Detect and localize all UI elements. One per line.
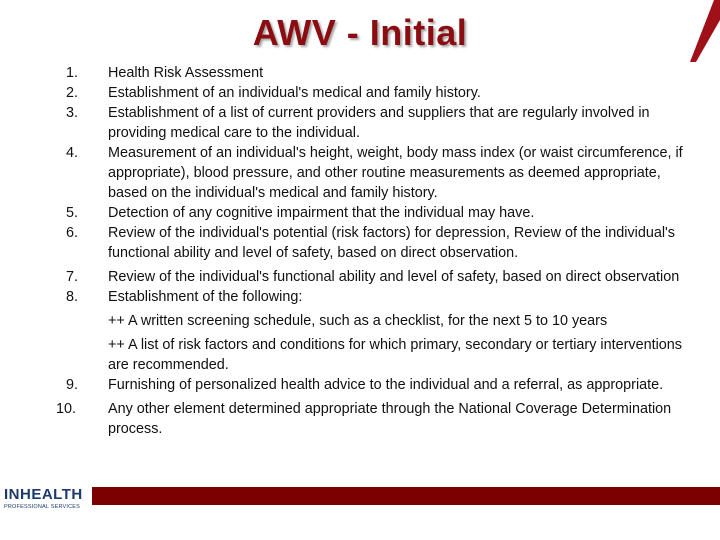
list-item	[56, 287, 696, 307]
logo-tagline: PROFESSIONAL SERVICES	[4, 504, 81, 510]
list-item	[56, 203, 696, 223]
sub-item: ++ A written screening schedule, such as a checklist, for the next 5 to 10 years	[108, 313, 608, 329]
item-number: 5.	[66, 205, 79, 221]
list-item	[56, 143, 696, 203]
item-number: 10.	[56, 401, 77, 417]
item-number: 4.	[66, 145, 79, 161]
item-number: 8.	[66, 289, 79, 305]
inhealth-logo	[4, 486, 86, 514]
item-number: 7.	[66, 269, 79, 285]
item-number: 3.	[66, 105, 79, 121]
list-item	[56, 63, 696, 83]
item-number: 1.	[66, 65, 79, 81]
list-item	[56, 375, 696, 395]
list-item	[56, 399, 696, 439]
item-text: Health Risk Assessment	[108, 65, 264, 81]
item-number: 9.	[66, 377, 79, 393]
item-number: 6.	[66, 225, 79, 241]
footer-bar	[92, 487, 720, 505]
item-text: Establishment of a list of current providers and suppliers that are regularly involved in providing medical care to the individual.	[108, 105, 650, 141]
item-text: Detection of any cognitive impairment that the individual may have.	[108, 205, 535, 221]
sub-item: ++ A list of risk factors and conditions for which primary, secondary or tertiary interventions are recommended.	[108, 337, 683, 373]
list-item	[56, 103, 696, 143]
item-text: Establishment of the following:	[108, 289, 303, 305]
item-text: Review of the individual's functional ability and level of safety, based on direct observation	[108, 269, 680, 285]
logo-name: INHEALTH	[4, 486, 83, 503]
item-text: Review of the individual's potential (risk factors) for depression, Review of the individual's functional ability and level of safety, based on direct observation.	[108, 225, 675, 261]
item-text: Any other element determined appropriate through the National Coverage Determination process.	[108, 401, 672, 437]
item-text: Furnishing of personalized health advice to the individual and a referral, as appropriate.	[108, 377, 664, 393]
item-text: Measurement of an individual's height, weight, body mass index (or waist circumference, if appropriate), blood pressure, and other routine measurements as deemed appropriate, based on the individual's medical and family history.	[108, 145, 683, 201]
list-item	[56, 223, 696, 263]
corner-accent-stripe	[688, 0, 720, 70]
list-item	[56, 83, 696, 103]
slide-title: AWV - Initial	[252, 12, 468, 53]
requirements-list	[56, 63, 696, 439]
list-item	[56, 267, 696, 287]
item-text: Establishment of an individual's medical and family history.	[108, 85, 481, 101]
item-number: 2.	[66, 85, 79, 101]
